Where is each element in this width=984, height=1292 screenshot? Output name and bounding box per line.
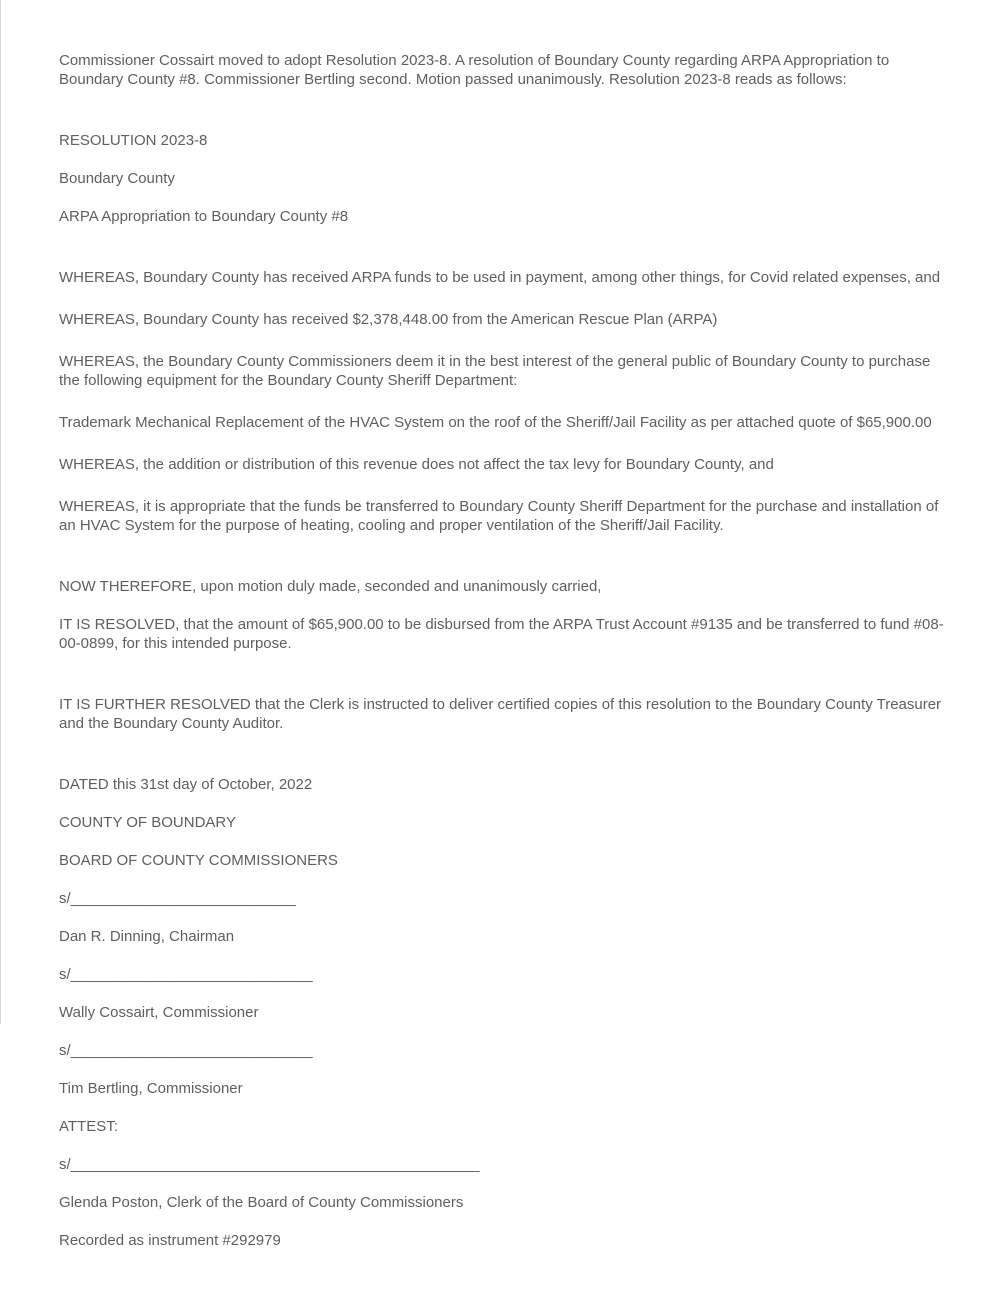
whereas-paragraph-2: WHEREAS, Boundary County has received $2,378,448.00 from the American Rescue Plan (ARPA) bbox=[59, 311, 718, 328]
signature-block bbox=[59, 756, 949, 1269]
now-therefore-line: NOW THEREFORE, upon motion duly made, seconded and unanimously carried, bbox=[59, 578, 602, 595]
signer-clerk: Glenda Poston, Clerk of the Board of County Commissioners bbox=[59, 1194, 464, 1211]
intro-paragraph: Commissioner Cossairt moved to adopt Resolution 2023-8. A resolution of Boundary County regarding ARPA Appropriation to Boundary County #8. Commissioner Bertling second. Motion passed unanimously. Resolution 2023-8 reads as follows: bbox=[59, 52, 890, 88]
signature-line-clerk: s/_________________________________________________ bbox=[59, 1156, 480, 1173]
resolution-subject: ARPA Appropriation to Boundary County #8 bbox=[59, 208, 349, 225]
page-left-border bbox=[0, 0, 1, 1024]
resolution-number: RESOLUTION 2023-8 bbox=[59, 132, 208, 149]
county-line: COUNTY OF BOUNDARY bbox=[59, 814, 236, 831]
equipment-item: Trademark Mechanical Replacement of the HVAC System on the roof of the Sheriff/Jail Facility as per attached quote of $65,900.00 bbox=[59, 414, 932, 431]
signature-line-commissioner-2: s/_____________________________ bbox=[59, 1042, 313, 1059]
resolution-clause bbox=[59, 558, 949, 672]
whereas-paragraph-5: WHEREAS, it is appropriate that the funds be transferred to Boundary County Sheriff Department for the purchase and installation of an HVAC System for the purpose of heating, cooling and proper ventilation of the Sheriff/Jail Facility. bbox=[59, 498, 939, 534]
further-resolved-paragraph: IT IS FURTHER RESOLVED that the Clerk is instructed to deliver certified copies of this resolution to the Boundary County Treasurer and the Boundary County Auditor. bbox=[59, 696, 942, 732]
resolution-county: Boundary County bbox=[59, 170, 175, 187]
signature-line-chairman: s/___________________________ bbox=[59, 890, 296, 907]
dated-line: DATED this 31st day of October, 2022 bbox=[59, 776, 313, 793]
attest-label: ATTEST: bbox=[59, 1118, 118, 1135]
board-line: BOARD OF COUNTY COMMISSIONERS bbox=[59, 852, 338, 869]
whereas-paragraph-4: WHEREAS, the addition or distribution of this revenue does not affect the tax levy for Boundary County, and bbox=[59, 456, 774, 473]
whereas-paragraph-1: WHEREAS, Boundary County has received ARPA funds to be used in payment, among other things, for Covid related expenses, and bbox=[59, 269, 941, 286]
signer-commissioner-2: Tim Bertling, Commissioner bbox=[59, 1080, 243, 1097]
signer-commissioner-1: Wally Cossairt, Commissioner bbox=[59, 1004, 259, 1021]
signature-line-commissioner-1: s/_____________________________ bbox=[59, 966, 313, 983]
document-body bbox=[59, 51, 949, 1292]
whereas-paragraph-3: WHEREAS, the Boundary County Commissioners deem it in the best interest of the general public of Boundary County to purchase the following equipment for the Boundary County Sheriff Department: bbox=[59, 353, 931, 389]
resolved-line: IT IS RESOLVED, that the amount of $65,900.00 to be disbursed from the ARPA Trust Account #9135 and be transferred to fund #08-00-0899, for this intended purpose. bbox=[59, 616, 944, 652]
signer-chairman: Dan R. Dinning, Chairman bbox=[59, 928, 235, 945]
recorded-instrument: Recorded as instrument #292979 bbox=[59, 1232, 281, 1249]
resolution-header bbox=[59, 112, 949, 245]
